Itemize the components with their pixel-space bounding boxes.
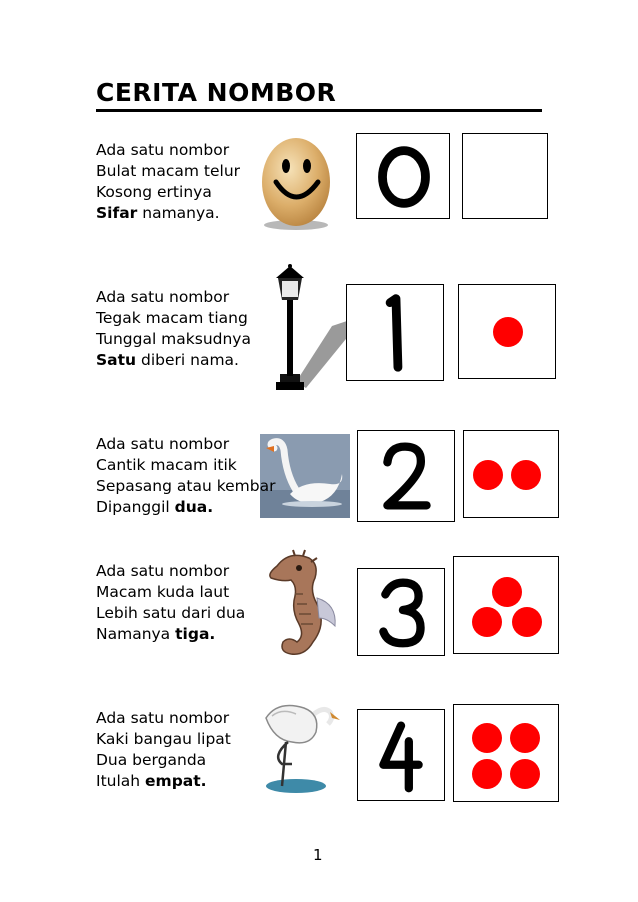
verse-line-last: Dipanggil dua. [96, 498, 214, 516]
verse-line: Ada satu nombor [96, 288, 230, 306]
red-dot [492, 577, 522, 607]
dot-card-1 [458, 284, 556, 379]
number-word: Sifar [96, 204, 138, 222]
lamp-post-icon [268, 264, 350, 396]
red-dot [473, 460, 503, 490]
red-dot [510, 723, 540, 753]
verse-line-last: Sifar namanya. [96, 204, 220, 222]
verse-dua [96, 434, 275, 518]
red-dot [512, 607, 542, 637]
verse-line: Bulat macam telur [96, 162, 241, 180]
number-word: dua. [174, 498, 214, 516]
dot-card-0 [462, 133, 548, 219]
red-dot [472, 723, 502, 753]
digit-card-3 [357, 568, 445, 656]
page-number: 1 [313, 846, 323, 864]
number-word: tiga. [175, 625, 216, 643]
verse-line: Macam kuda laut [96, 583, 230, 601]
seahorse-icon [265, 548, 343, 666]
verse-line-last: Itulah empat. [96, 772, 207, 790]
verse-line: Dua berganda [96, 751, 207, 769]
red-dot [511, 460, 541, 490]
verse-line: Ada satu nombor [96, 709, 230, 727]
smiling-egg-icon [258, 130, 336, 232]
red-dot [472, 607, 502, 637]
verse-satu [96, 287, 251, 371]
verse-line-last: Namanya tiga. [96, 625, 216, 643]
verse-empat [96, 708, 231, 792]
verse-line: Ada satu nombor [96, 562, 230, 580]
digit-card-4 [357, 709, 445, 801]
verse-line: Tegak macam tiang [96, 309, 248, 327]
digit-card-0 [356, 133, 450, 219]
verse-line: Cantik macam itik [96, 456, 237, 474]
verse-tiga [96, 561, 245, 645]
number-word: Satu [96, 351, 137, 369]
verse-line: Lebih satu dari dua [96, 604, 246, 622]
red-dot [493, 317, 523, 347]
verse-line: Sepasang atau kembar [96, 477, 276, 495]
dot-card-4 [453, 704, 559, 802]
verse-line: Kaki bangau lipat [96, 730, 231, 748]
verse-line: Ada satu nombor [96, 435, 230, 453]
stork-icon [258, 694, 342, 796]
verse-line: Tunggal maksudnya [96, 330, 251, 348]
verse-line-last: Satu diberi nama. [96, 351, 239, 369]
dot-card-3 [453, 556, 559, 654]
verse-line: Kosong ertinya [96, 183, 212, 201]
digit-card-1 [346, 284, 444, 381]
red-dot [472, 759, 502, 789]
page-title: CERITA NOMBOR [96, 78, 337, 107]
red-dot [510, 759, 540, 789]
verse-line: Ada satu nombor [96, 141, 230, 159]
digit-label: 0 [357, 134, 358, 135]
verse-sifar [96, 140, 240, 224]
digit-card-2 [357, 430, 455, 522]
dot-card-2 [463, 430, 559, 518]
number-word: empat. [145, 772, 207, 790]
title-underline [96, 109, 542, 112]
